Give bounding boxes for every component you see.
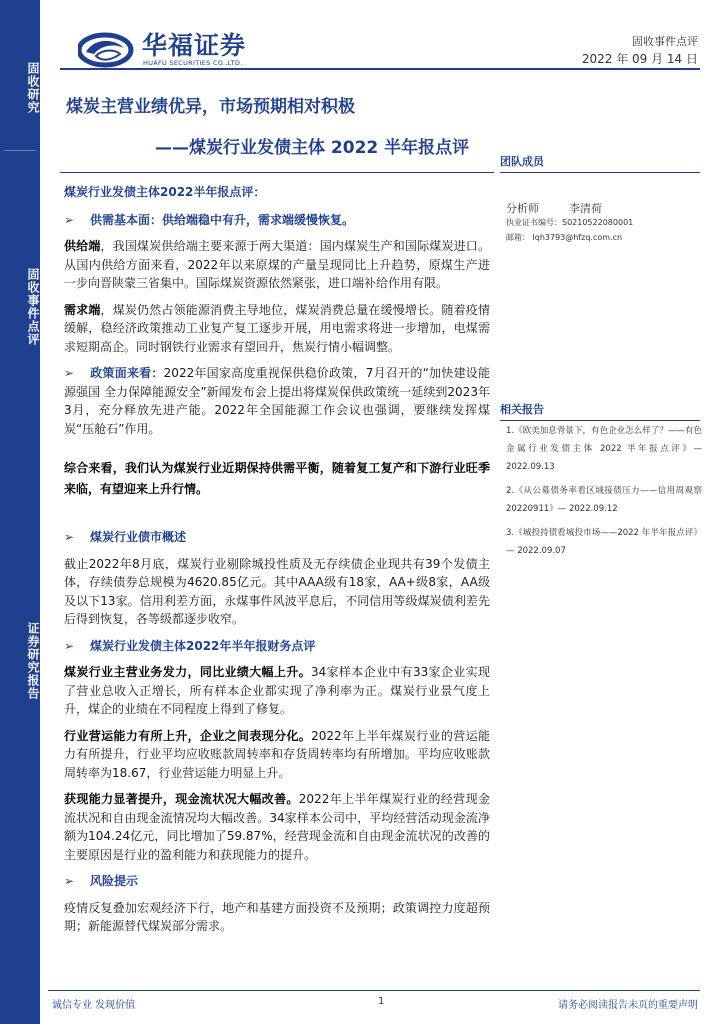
- report-title: 煤炭主营业绩优异，市场预期相对积极: [66, 97, 355, 117]
- paragraph-risk: 疫情反复叠加宏观经济下行，地产和基建方面投资不及预期；政策调控力度超预期；新能源替代煤炭部分需求。: [64, 900, 490, 933]
- side-label-event: 固收事件点评: [26, 268, 40, 346]
- paragraph-demand: [64, 301, 490, 357]
- paragraph-operations: [64, 727, 490, 783]
- paragraph-lead: 供给端: [64, 239, 101, 253]
- bullet-text: 供需基本面：供给端稳中有升，需求端缓慢恢复。: [90, 212, 355, 227]
- section-title: 煤炭行业债市概述: [90, 530, 187, 544]
- main-content: [64, 183, 490, 944]
- related-report-item[interactable]: 3.《城投持债看城投市场——2022 年半年报点评》— 2022.09.07: [506, 528, 702, 556]
- side-label-research: 固收研究: [26, 62, 40, 114]
- analyst-name: 李清荷: [569, 202, 602, 215]
- paragraph-body: ，煤炭仍然占领能源消费主导地位，煤炭消费总量在缓慢增长。随着疫情缓解，稳经济政策推动工业复产复工逐步开展，用电需求将进一步增加，电煤需求短期高企。同时钢铁行业需求有望回升，焦炭行情小幅调整。: [64, 302, 490, 354]
- logo-english-name: HUAFU SECURITIES CO.,LTD.: [143, 59, 243, 67]
- paragraph-body: 2022年上半年煤炭行业的经营现金流状况和自由现金流情况均大幅改善。34家样本公司中，平均经营活动现金流净额为104.24亿元，同比增加了59.87%，经营现金流和自由现金流状况的改善的主要原因是行业的盈利能力和获现能力的提升。: [64, 792, 490, 862]
- related-report-item[interactable]: 1.《欧美加息背景下，有色企业怎么样了？——有色金属行业发债主体 2022 半年报点评》— 2022.09.13: [506, 426, 702, 472]
- paragraph-revenue: [64, 663, 490, 719]
- analyst-role: 分析师: [506, 202, 539, 215]
- section-heading-bond-market: [64, 528, 490, 547]
- conclusion-text: 综合来看，我们认为煤炭行业近期保持供需平衡，随着复工复产和下游行业旺季来临，有望迎来上升行情。: [64, 461, 490, 496]
- related-report-item[interactable]: 2.《从公募债务率看区域接债压力——信用周观察 20220911》— 2022.09.12: [506, 486, 702, 514]
- related-reports-heading: 相关报告: [500, 401, 700, 421]
- paragraph-body: 2022年上半年煤炭行业的营运能力有所提升，行业平均应收账款周转率和存货周转率均有所增加。平均应收账款周转率为18.67，行业营运能力明显上升。: [64, 728, 490, 780]
- bullet-arrow-icon: ➢: [64, 638, 75, 653]
- bullet-arrow-icon: ➢: [64, 530, 75, 544]
- header-rule: [60, 68, 700, 70]
- section-heading-financials: [64, 637, 490, 656]
- analyst-email[interactable]: 邮箱： lqh3793@hfzq.com.cn: [506, 233, 623, 242]
- footer-rule: [48, 990, 700, 991]
- team-heading: 团队成员: [500, 153, 700, 173]
- section-title: 煤炭行业发债主体2022年半年报财务点评: [90, 638, 316, 653]
- footer-disclaimer: 请务必阅读报告末页的重要声明: [558, 1000, 698, 1011]
- paragraph-lead: 获现能力显著提升，现金流状况大幅改善。: [64, 792, 299, 806]
- paragraph-bond-market: 截止2022年8月底，煤炭行业剔除城投性质及无存续债企业现共有39个发债主体，存续债券总规模为4620.85亿元。其中AAA级有18家，AA+级8家，AA级及以下13家。信用利差方面，永煤事件风波平息后，不同信用等级煤炭债利差先后得到恢复，各等级都逐步收窄。: [64, 556, 490, 626]
- section-heading-risk: [64, 872, 490, 891]
- paragraph-lead: 需求端: [64, 302, 101, 317]
- logo-swirl-icon: [78, 30, 138, 70]
- company-logo: [78, 24, 258, 70]
- bullet-arrow-icon: ➢: [64, 366, 75, 380]
- bullet-lead: 政策面来看：: [90, 366, 164, 380]
- page-number: 1: [378, 996, 385, 1007]
- related-reports-list: [506, 422, 702, 566]
- report-subtitle: ——煤炭行业发债主体 2022 半年报点评: [155, 138, 470, 158]
- analyst-certificate: 执业证书编号：S0210522080001: [506, 218, 634, 227]
- logo-chinese-name: 华福证券: [142, 31, 247, 60]
- bullet-arrow-icon: ➢: [64, 212, 75, 227]
- report-type: 固收事件点评: [632, 35, 698, 48]
- report-date: 2022 年 09 月 14 日: [581, 52, 698, 66]
- footer-slogan: 诚信专业 发现价值: [52, 1000, 136, 1011]
- paragraph-lead: 行业营运能力有所上升，企业之间表现分化。: [64, 728, 312, 743]
- paragraph-cashflow: [64, 790, 490, 864]
- bullet-supply-demand: [64, 211, 490, 230]
- paragraph-supply: [64, 237, 490, 293]
- side-label-securities-report: 证券研究报告: [26, 622, 40, 700]
- paragraph-body: 34家样本企业中有33家企业实现了营业总收入正增长，所有样本企业都实现了净利率为正。煤炭行业景气度上升，煤企的业绩在不同程度上得到了修复。: [64, 665, 490, 716]
- side-divider: [4, 150, 36, 151]
- bullet-policy: [64, 364, 490, 438]
- bullet-arrow-icon: ➢: [64, 874, 75, 888]
- paragraph-body: ，我国煤炭供给端主要来源于两大渠道：国内煤炭生产和国际煤炭进口。从国内供给方面来看，2022年以来原煤的产量呈现同比上升趋势，原煤生产进一步向晋陕蒙三省集中。国际煤炭资源依然紧张，进口端补给作用有限。: [64, 239, 490, 290]
- section-title: 风险提示: [90, 874, 139, 888]
- title-rule: [60, 172, 494, 173]
- analyst-row: [506, 200, 602, 216]
- summary-heading: 煤炭行业发债主体2022半年报点评：: [64, 185, 266, 199]
- paragraph-lead: 煤炭行业主营业务发力，同比业绩大幅上升。: [64, 665, 311, 679]
- bullet-body: 2022年国家高度重视保供稳价政策，7月召开的“加快建设能源强国 全力保障能源安全”新闻发布会上提出将煤炭保供政策统一延续到2023年3月，充分释放先进产能。2022年全国能源工作会议也强调，要继续发挥煤炭“压舱石”作用。: [64, 366, 490, 436]
- left-side-band: [0, 0, 40, 1024]
